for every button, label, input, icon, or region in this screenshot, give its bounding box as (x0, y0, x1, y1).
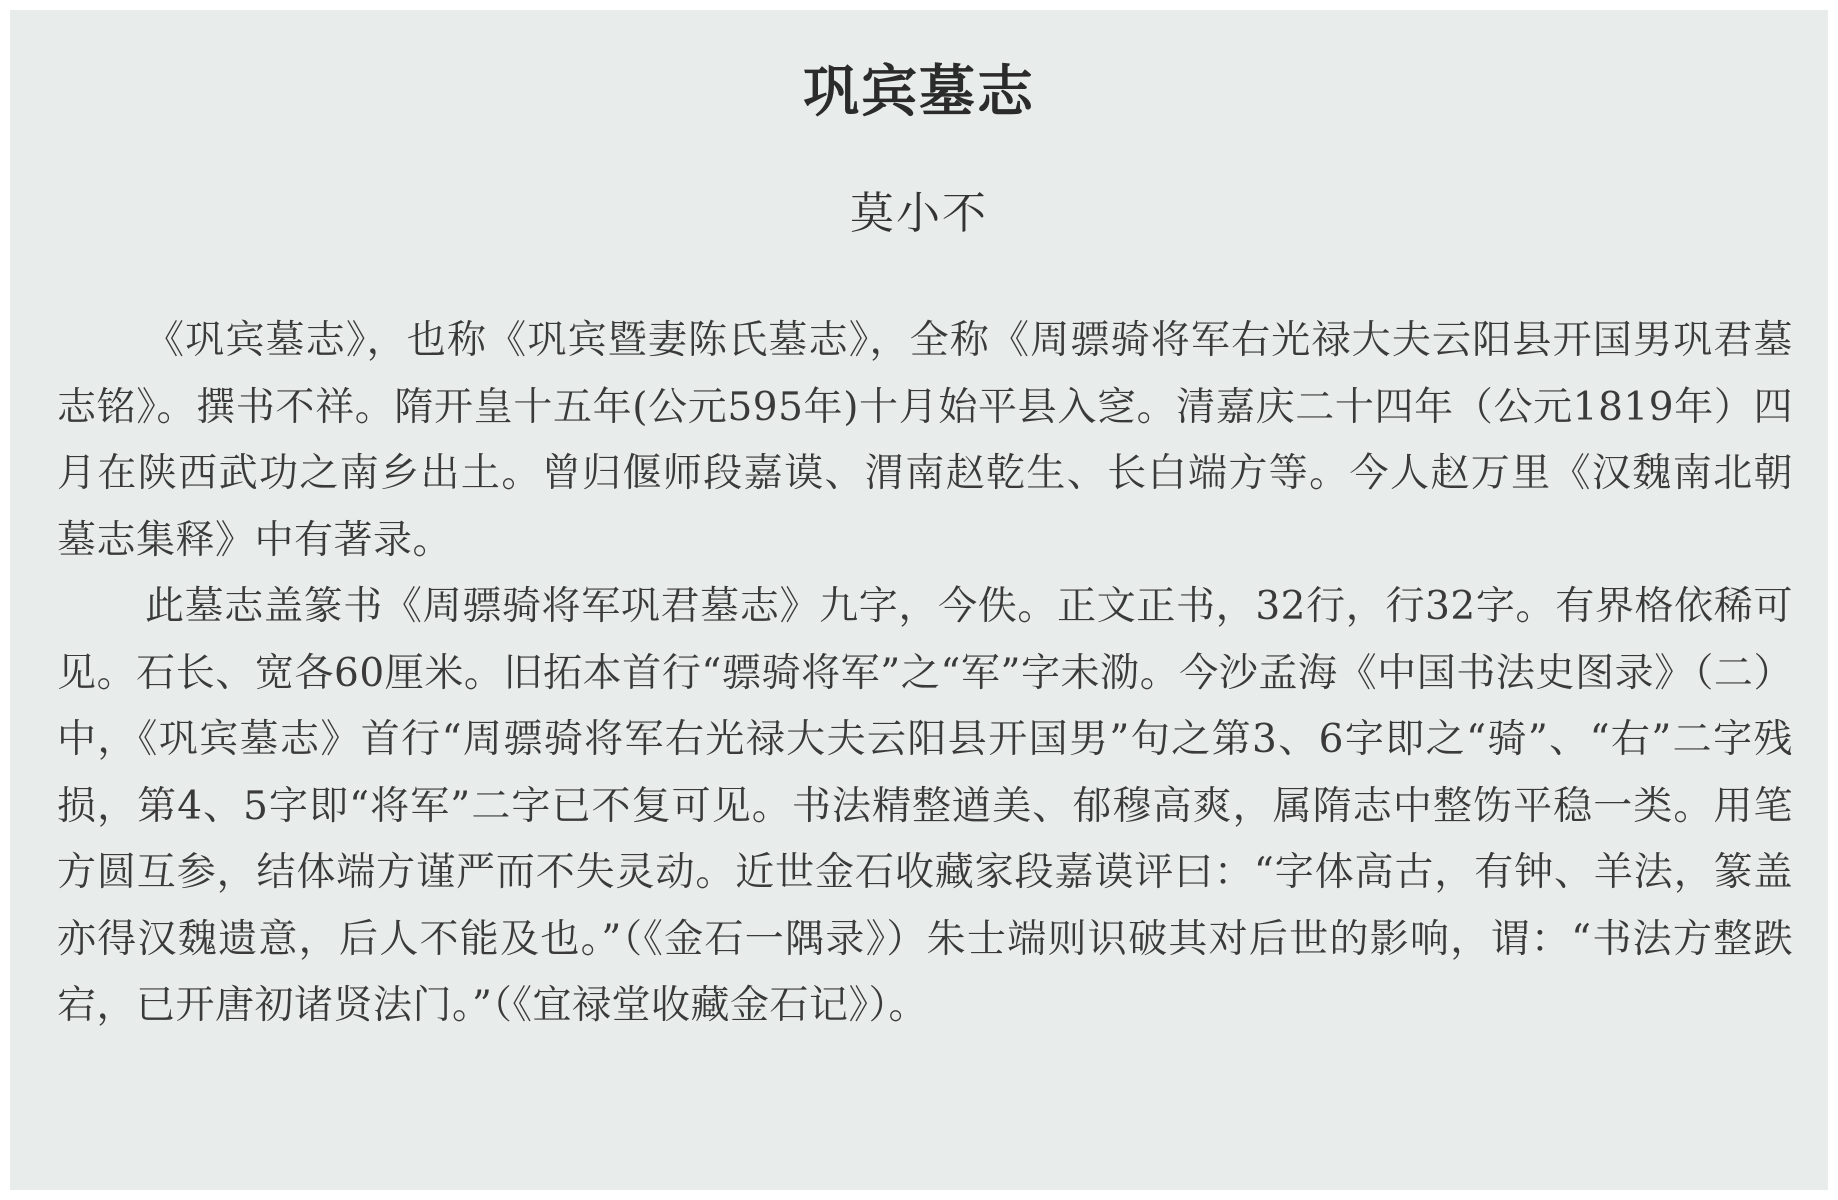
document-author: 莫小不 (850, 188, 988, 239)
paragraph: 《巩宾墓志》，也称《巩宾暨妻陈氏墓志》，全称《周骠骑将军右光禄大夫云阳县开国男巩君墓志铭》。撰书不祥。隋开皇十五年(公元595年)十月始平县入窆。清嘉庆二十四年（公元1819年）四月在陕西武功之南乡出土。曾归偃师段嘉谟、渭南赵乾生、长白端方等。今人赵万里《汉魏南北朝墓志集释》中有著录。 (57, 318, 1793, 563)
document-title: 巩宾墓志 (803, 59, 1035, 125)
document-page (10, 10, 1828, 1190)
document-body (57, 308, 1793, 1040)
paragraph: 此墓志盖篆书《周骠骑将军巩君墓志》九字，今佚。正文正书，32行，行32字。有界格依稀可见。石长、宽各60厘米。旧拓本首行“骠骑将军”之“军”字未泐。今沙孟海《中国书法史图录》（二）中，《巩宾墓志》首行“周骠骑将军右光禄大夫云阳县开国男”句之第3、6字即之“骑”、“右”二字残损，第4、5字即“将军”二字已不复可见。书法精整遒美、郁穆高爽，属隋志中整饬平稳一类。用笔方圆互参，结体端方谨严而不失灵动。近世金石收藏家段嘉谟评曰：“字体高古，有钟、羊法，篆盖亦得汉魏遗意，后人不能及也。”（《金石一隅录》）朱士端则识破其对后世的影响，谓：“书法方整跌宕，已开唐初诸贤法门。”（《宜禄堂收藏金石记》）。 (57, 584, 1793, 1028)
